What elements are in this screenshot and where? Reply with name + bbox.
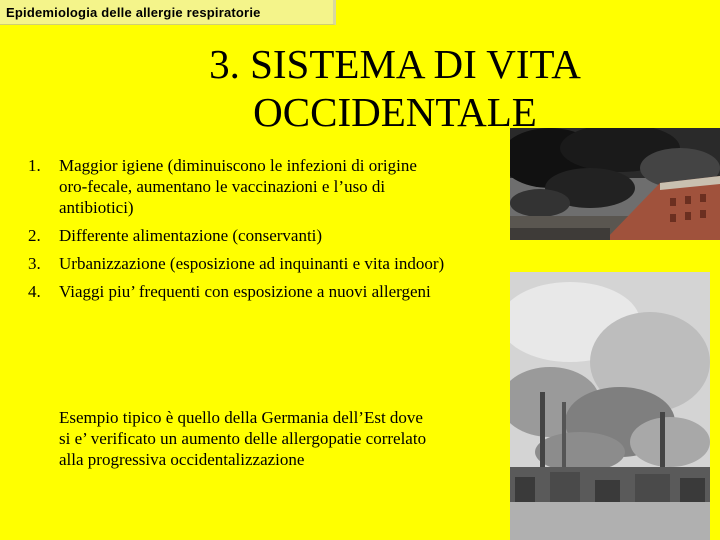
list-item-text: Differente alimentazione (conservanti)	[59, 226, 323, 245]
list-item-number: 2.	[28, 226, 41, 245]
causes-list	[28, 155, 448, 309]
list-item	[28, 253, 448, 274]
smoke-photo-bottom	[510, 272, 710, 540]
smoke-photo-top	[510, 128, 720, 240]
list-item-number: 4.	[28, 282, 41, 301]
list-item-text: Urbanizzazione (esposizione ad inquinanti e vita indoor)	[59, 254, 445, 273]
list-item	[28, 155, 448, 218]
smoke-illustration-bottom	[510, 272, 710, 540]
list-item	[28, 281, 448, 302]
list-item-number: 1.	[28, 156, 41, 175]
smoke-illustration-top	[510, 128, 720, 240]
slide-title	[150, 40, 640, 136]
list-item-text: Viaggi piu’ frequenti con esposizione a nuovi allergeni	[59, 282, 431, 301]
list-item	[28, 225, 448, 246]
header-text: Epidemiologia delle allergie respiratorie	[6, 5, 261, 20]
example-paragraph: Esempio tipico è quello della Germania dell’Est dove si e’ verificato un aumento delle allergopatie correlato alla progressiva occidentalizzazione	[59, 408, 427, 469]
title-line-1: 3. SISTEMA DI VITA	[209, 41, 581, 87]
list-item-text: Maggior igiene (diminuiscono le infezioni di origine oro-fecale, aumentano le vaccinazioni e l’uso di antibiotici)	[59, 156, 417, 217]
slide-header	[0, 0, 336, 25]
title-line-2: OCCIDENTALE	[253, 89, 537, 135]
list-item-number: 3.	[28, 254, 41, 273]
